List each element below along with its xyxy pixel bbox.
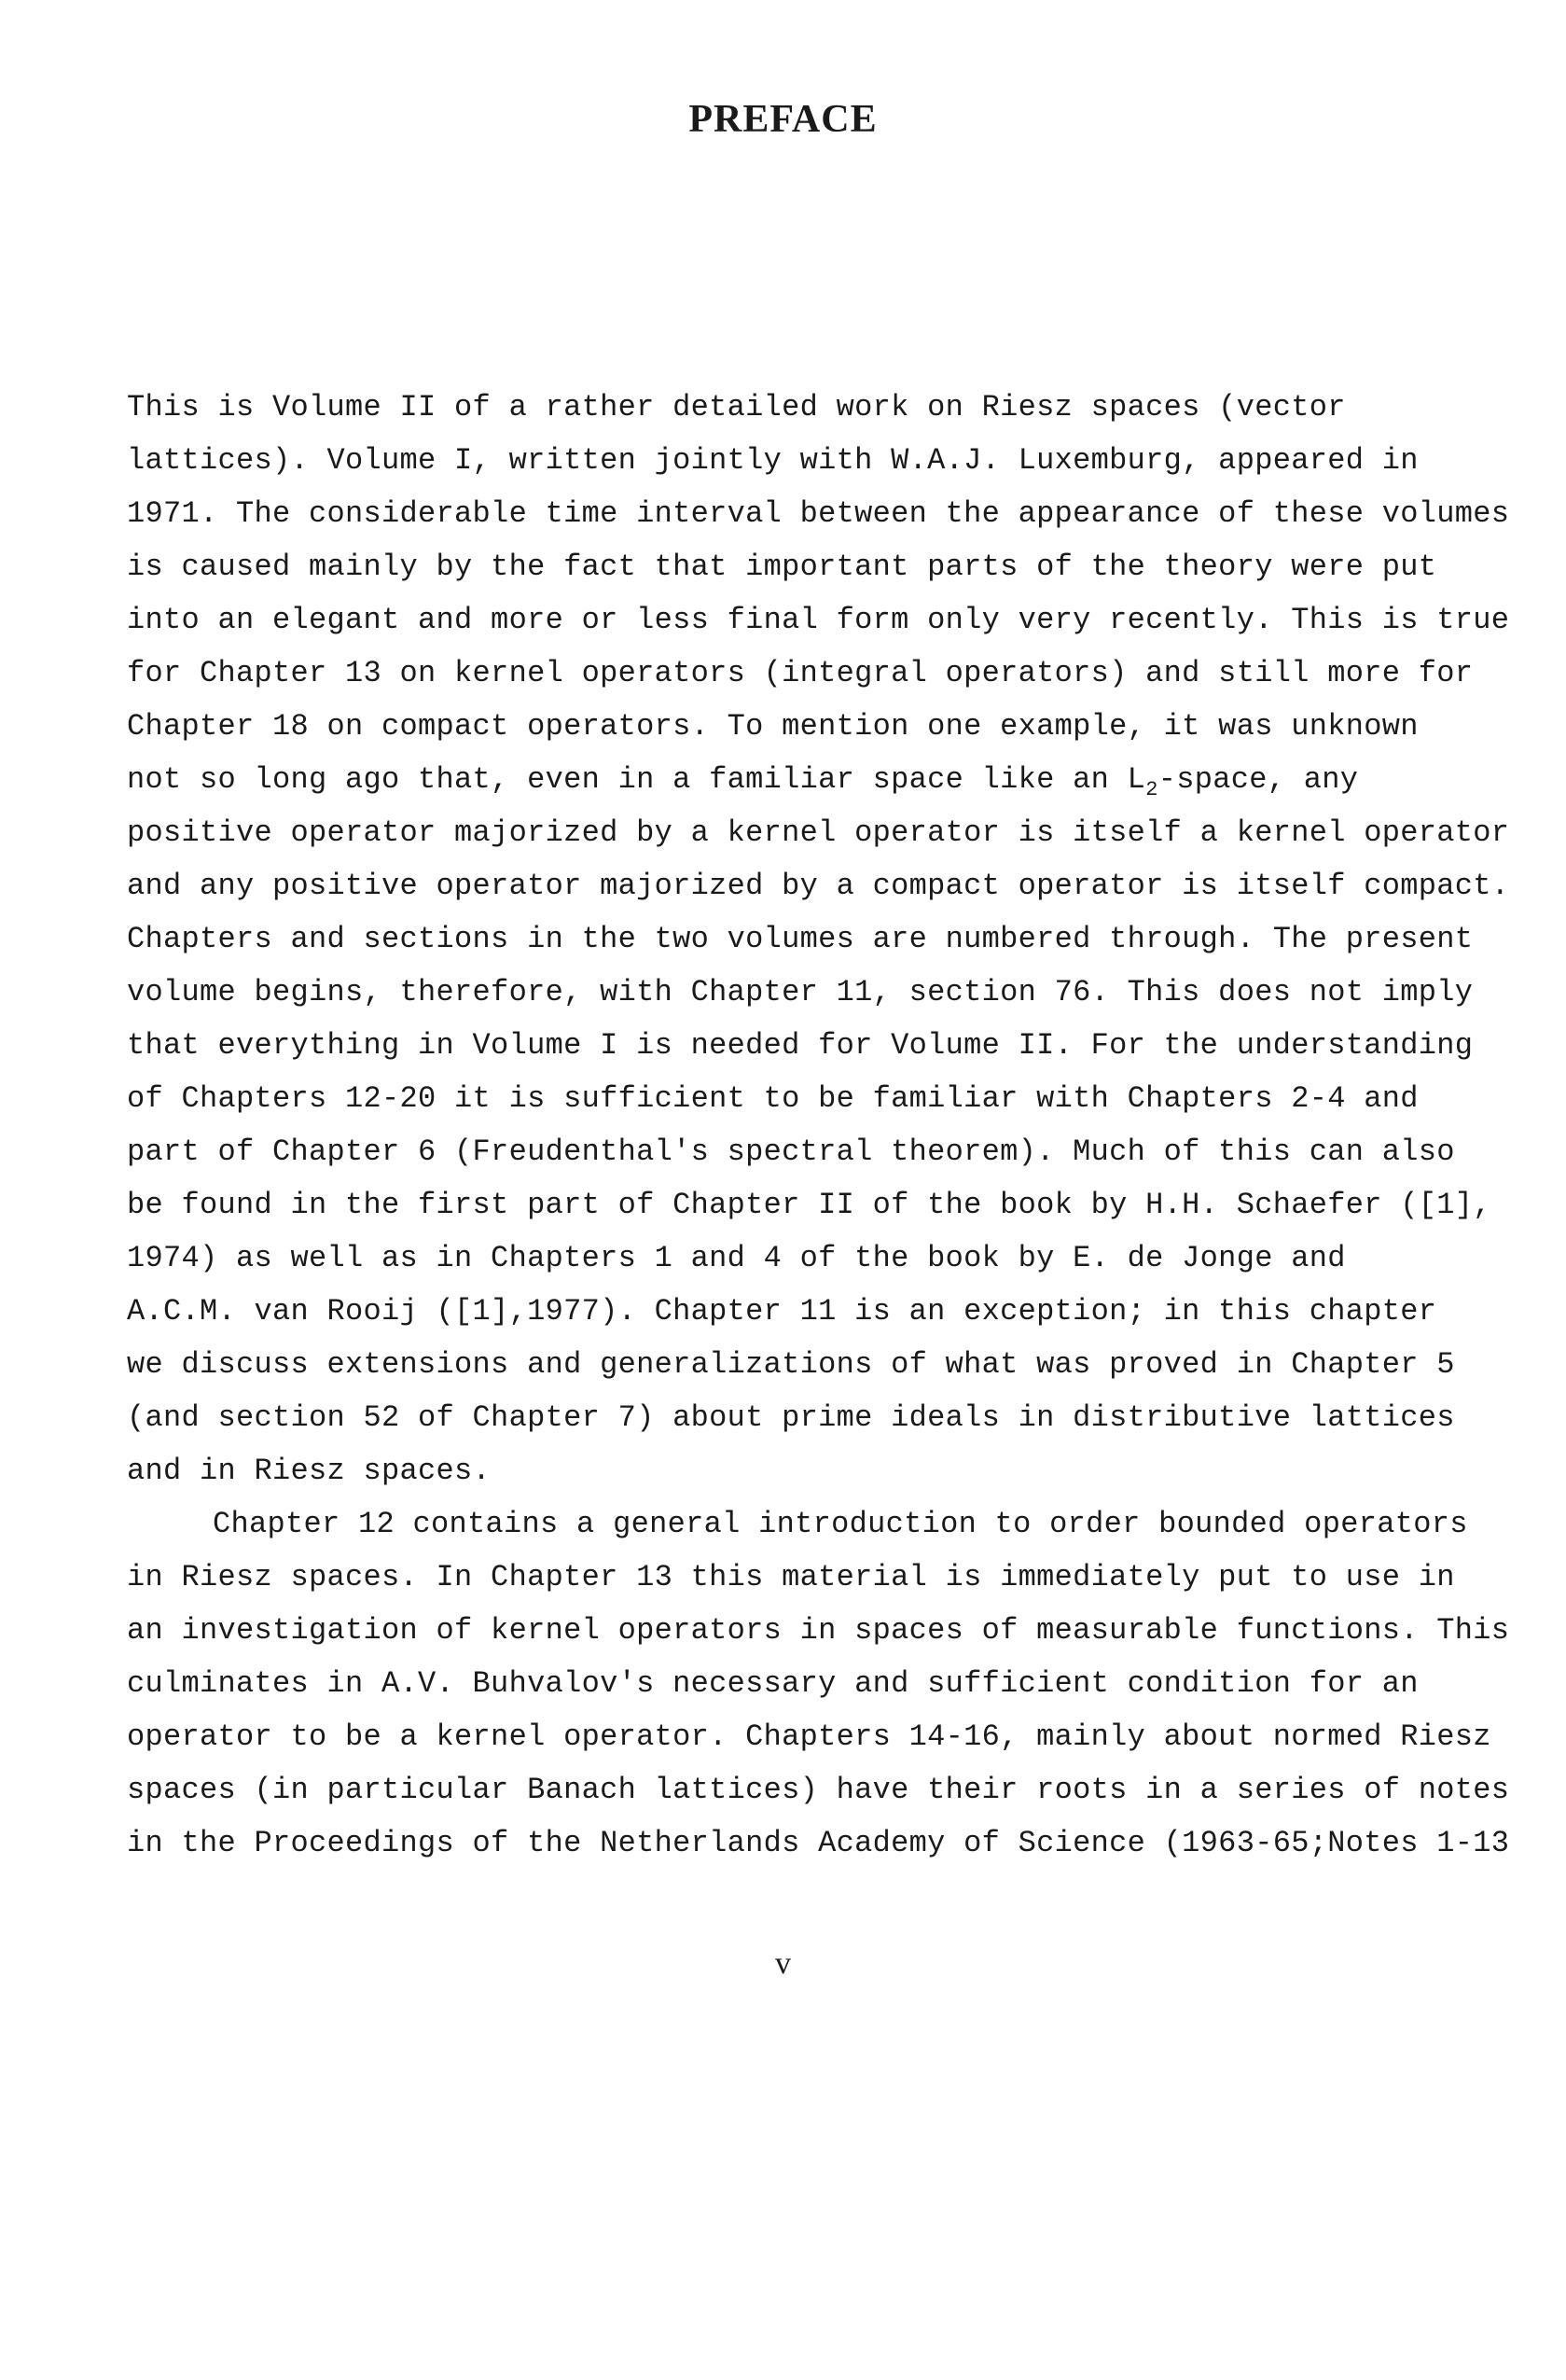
page-title: PREFACE [688,98,878,141]
l2-line-before: not so long ago that, even in a familiar space like an L [127,762,1146,797]
text-line: in Riesz spaces. In Chapter 13 this material is immediately put to use in [127,1560,1455,1594]
page-number: v [775,1946,791,1981]
text-line-l2-space [127,753,1470,806]
text-line: for Chapter 13 on kernel operators (integral operators) and still more for [127,656,1474,690]
text-line: (and section 52 of Chapter 7) about prime ideals in distributive lattices [127,1400,1455,1435]
text-line: Chapter 12 contains a general introduction to order bounded operators [213,1507,1468,1541]
text-line: part of Chapter 6 (Freudenthal's spectral theorem). Much of this can also [127,1134,1455,1169]
text-line: spaces (in particular Banach lattices) have their roots in a series of notes [127,1773,1510,1807]
text-line: into an elegant and more or less final form only very recently. This is true [127,603,1510,637]
text-line: an investigation of kernel operators in spaces of measurable functions. This [127,1613,1510,1648]
text-line: and in Riesz spaces. [127,1454,492,1488]
text-line: we discuss extensions and generalizations of what was proved in Chapter 5 [127,1347,1455,1382]
text-line: A.C.M. van Rooij ([1],1977). Chapter 11 is an exception; in this chapter [127,1294,1437,1329]
preface-body [127,381,1510,1870]
text-line: This is Volume II of a rather detailed work on Riesz spaces (vector [127,390,1346,425]
text-line: 1971. The considerable time interval between the appearance of these volumes [127,496,1510,531]
text-line: is caused mainly by the fact that important parts of the theory were put [127,550,1437,584]
text-line: be found in the first part of Chapter II of the book by H.H. Schaefer ([1], [127,1188,1491,1222]
text-line: Chapter 18 on compact operators. To mention one example, it was unknown [127,709,1419,744]
text-line: 1974) as well as in Chapters 1 and 4 of the book by E. de Jonge and [127,1241,1346,1275]
text-line: that everything in Volume I is needed for Volume II. For the understanding [127,1028,1474,1063]
text-line: volume begins, therefore, with Chapter 11, section 76. This does not imply [127,975,1474,1009]
text-line: and any positive operator majorized by a compact operator is itself compact. [127,869,1510,903]
text-line: operator to be a kernel operator. Chapters 14-16, mainly about normed Riesz [127,1719,1491,1754]
text-line: Chapters and sections in the two volumes are numbered through. The present [127,922,1474,956]
text-line: in the Proceedings of the Netherlands Academy of Science (1963-65;Notes 1-13 [127,1826,1510,1860]
l2-subscript: 2 [1145,778,1158,801]
text-line: culminates in A.V. Buhvalov's necessary and sufficient condition for an [127,1666,1419,1701]
l2-line-after: -space, any [1157,762,1359,797]
text-line: positive operator majorized by a kernel operator is itself a kernel operator [127,815,1510,850]
text-line: lattices). Volume I, written jointly with W.A.J. Luxemburg, appeared in [127,443,1419,478]
text-line: of Chapters 12-20 it is sufficient to be familiar with Chapters 2-4 and [127,1081,1419,1116]
